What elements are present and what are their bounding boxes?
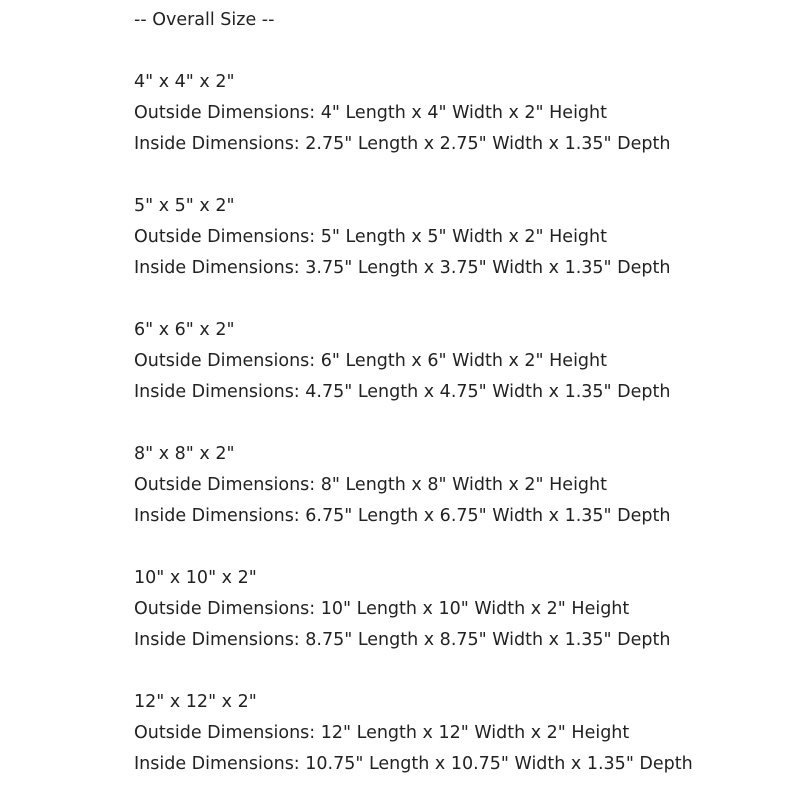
section-heading: -- Overall Size -- (134, 10, 275, 30)
size-block-4 (134, 67, 774, 160)
size-title: 6" x 6" x 2" (134, 320, 235, 340)
size-block-5 (134, 191, 774, 284)
outside-dimensions: Outside Dimensions: 10" Length x 10" Width x 2" Height (134, 599, 630, 619)
outside-dimensions: Outside Dimensions: 6" Length x 6" Width x 2" Height (134, 351, 607, 371)
inside-dimensions: Inside Dimensions: 6.75" Length x 6.75" Width x 1.35" Depth (134, 506, 671, 526)
size-title: 5" x 5" x 2" (134, 196, 235, 216)
outside-dimensions: Outside Dimensions: 12" Length x 12" Width x 2" Height (134, 723, 630, 743)
size-title: 4" x 4" x 2" (134, 72, 235, 92)
size-title: 8" x 8" x 2" (134, 444, 235, 464)
outside-dimensions: Outside Dimensions: 8" Length x 8" Width x 2" Height (134, 475, 607, 495)
size-block-10 (134, 563, 774, 656)
size-block-6 (134, 315, 774, 408)
inside-dimensions: Inside Dimensions: 4.75" Length x 4.75" Width x 1.35" Depth (134, 382, 671, 402)
size-title: 12" x 12" x 2" (134, 692, 257, 712)
size-title: 10" x 10" x 2" (134, 568, 257, 588)
outside-dimensions: Outside Dimensions: 5" Length x 5" Width x 2" Height (134, 227, 607, 247)
inside-dimensions: Inside Dimensions: 2.75" Length x 2.75" Width x 1.35" Depth (134, 134, 671, 154)
inside-dimensions: Inside Dimensions: 10.75" Length x 10.75" Width x 1.35" Depth (134, 754, 693, 774)
size-block-8 (134, 439, 774, 532)
size-spec-document (134, 0, 774, 780)
outside-dimensions: Outside Dimensions: 4" Length x 4" Width x 2" Height (134, 103, 607, 123)
inside-dimensions: Inside Dimensions: 3.75" Length x 3.75" Width x 1.35" Depth (134, 258, 671, 278)
inside-dimensions: Inside Dimensions: 8.75" Length x 8.75" Width x 1.35" Depth (134, 630, 671, 650)
size-block-12 (134, 687, 774, 780)
